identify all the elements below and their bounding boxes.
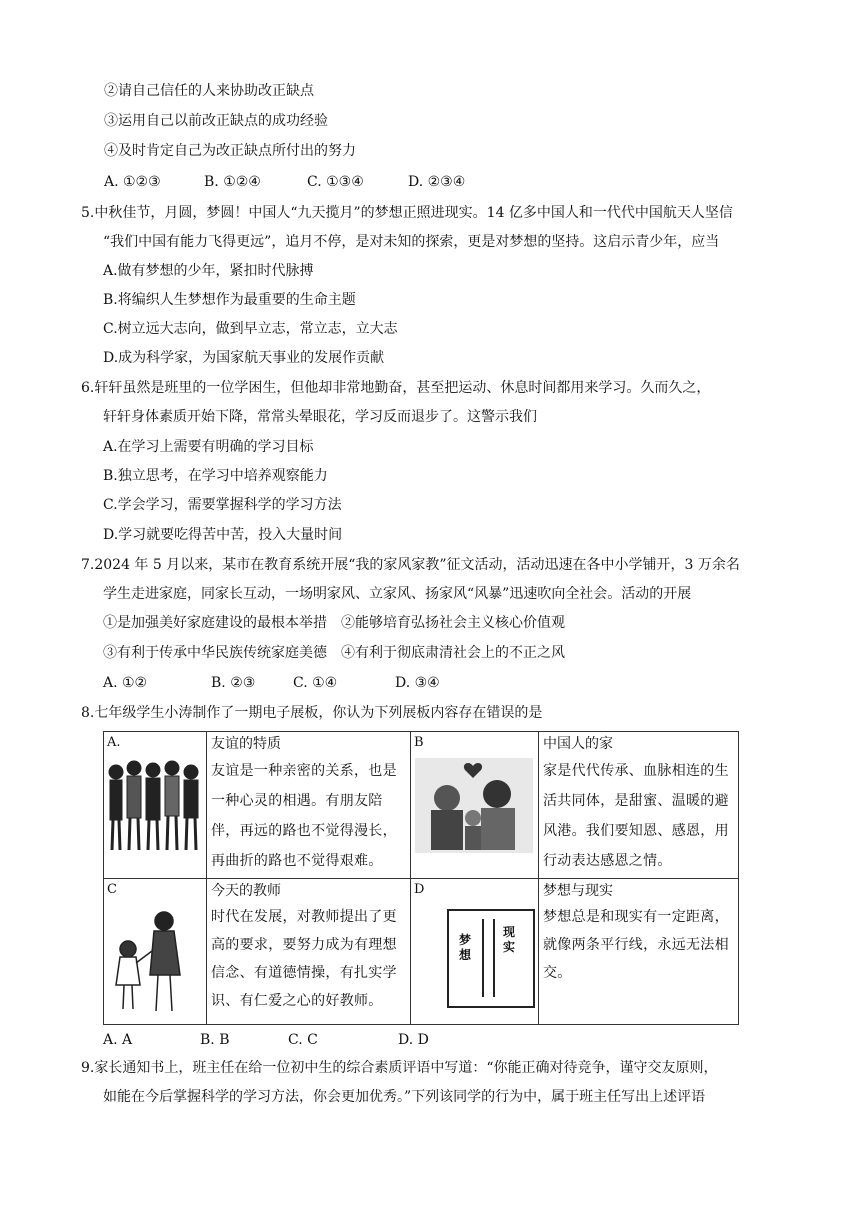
- q5-stem-line2: “我们中国有能力飞得更远”，追月不停，是对未知的探索，更是对梦想的坚持。这启示青少年，应当: [103, 234, 720, 250]
- cell-letter-b: B: [414, 735, 424, 750]
- q8-choice-b: B. B: [200, 1032, 230, 1048]
- cell-letter-a: A.: [107, 735, 121, 750]
- q5-option-a: A.做有梦想的少年，紧扣时代脉搏: [103, 263, 314, 279]
- parallel-lines-picture: [447, 909, 535, 1008]
- cell-c-title: 今天的教师: [211, 883, 281, 899]
- board-cell-d-image: [411, 879, 539, 1025]
- q9-stem-line1: 9.家长通知书上，班主任在给一位初中生的综合素质评语中写道：“你能正确对待竞争，谨守交友原则，: [81, 1060, 718, 1076]
- cell-letter-d: D: [414, 882, 425, 897]
- q7-choice-b: B. ②③: [211, 675, 256, 691]
- q4-choice-c: C. ①③④: [307, 174, 364, 190]
- q4-option-2: ②请自己信任的人来协助改正缺点: [104, 83, 314, 99]
- cell-b-body: 家是代代传承、血脉相连的生活共同体，是甜蜜、温暖的避风港。我们要知恩、感恩，用行动表达感恩之情。: [543, 763, 729, 869]
- q4-choice-d: D. ②③④: [408, 174, 466, 190]
- q8-choice-c: C. C: [288, 1032, 318, 1048]
- board-cell-d-text: [539, 879, 739, 1025]
- q4-choice-b: B. ①②④: [204, 174, 261, 190]
- q7-stem-line2: 学生走进家庭，同家长互动，一场明家风、立家风、扬家风“风暴”迅速吹向全社会。活动的开展: [103, 586, 692, 602]
- friends-group-picture: [106, 758, 204, 853]
- board-cell-c-text: [207, 879, 411, 1025]
- q6-stem-line2: 轩轩身体素质开始下降，常常头晕眼花，学习反而退步了。这警示我们: [103, 409, 537, 425]
- q6-option-d: D.学习就要吃得苦中苦，投入大量时间: [103, 527, 343, 543]
- teacher-student-picture: [106, 905, 202, 1017]
- q7-choices: [103, 673, 440, 693]
- picture-label-dream: 梦想: [459, 933, 472, 962]
- q7-choice-c: C. ①④: [293, 675, 338, 691]
- cell-c-body: 时代在发展，对教师提出了更高的要求，要努力成为有理想信念、有道德情操，有扎实学识、有仁爱之心的好教师。: [211, 909, 397, 1009]
- cell-a-body: 友谊是一种亲密的关系，也是一种心灵的相遇。有朋友陪伴，再远的路也不觉得漫长，再曲折的路也不觉得艰难。: [211, 763, 397, 869]
- q4-option-3: ③运用自己以前改正缺点的成功经验: [104, 113, 328, 129]
- q8-choice-a: A. A: [103, 1032, 133, 1048]
- q7-choice-a: A. ①②: [103, 675, 148, 691]
- board-cell-a-text: [207, 732, 411, 879]
- q8-choices: [103, 1030, 429, 1050]
- board-cell-c-image: [104, 879, 207, 1025]
- q5-option-d: D.成为科学家，为国家航天事业的发展作贡献: [103, 350, 385, 366]
- board-cell-b-image: [411, 732, 539, 879]
- q7-stem-line1: 7.2024 年 5 月以来，某市在教育系统开展“我的家风家教”征文活动，活动迅速在各中小学铺开，3 万余名: [81, 557, 740, 573]
- q5-stem-line1: 5.中秋佳节，月圆，梦圆！中国人“九天揽月”的梦想正照进现实。14 亿多中国人和一代代中国航天人坚信: [81, 205, 733, 221]
- q8-stem: 8.七年级学生小涛制作了一期电子展板，你认为下列展板内容存在错误的是: [81, 705, 543, 721]
- q4-option-4: ④及时肯定自己为改正缺点所付出的努力: [104, 143, 356, 159]
- cell-b-title: 中国人的家: [543, 736, 613, 752]
- cell-a-title: 友谊的特质: [211, 736, 281, 752]
- q5-option-b: B.将编织人生梦想作为最重要的生命主题: [103, 292, 356, 308]
- q9-stem-line2: 如能在今后掌握科学的学习方法，你会更加优秀。”下列该同学的行为中，属于班主任写出上述评语: [103, 1089, 706, 1105]
- q6-option-b: B.独立思考，在学习中培养观察能力: [103, 468, 328, 484]
- cell-d-title: 梦想与现实: [543, 883, 613, 899]
- q6-option-a: A.在学习上需要有明确的学习目标: [103, 439, 314, 455]
- cell-letter-c: C: [107, 882, 117, 897]
- picture-label-reality: 现实: [503, 925, 516, 954]
- q7-choice-d: D. ③④: [395, 675, 440, 691]
- board-cell-b-text: [539, 732, 739, 879]
- cell-d-body: 梦想总是和现实有一定距离，就像两条平行线，永远无法相交。: [543, 909, 729, 981]
- parallel-line-left: [482, 919, 484, 997]
- q7-statements-row1: ①是加强美好家庭建设的最根本举措 ②能够培育弘扬社会主义核心价值观: [103, 615, 565, 631]
- q6-option-c: C.学会学习，需要掌握科学的学习方法: [103, 497, 342, 513]
- display-board-table: [103, 731, 739, 1025]
- q5-option-c: C.树立远大志向，做到早立志，常立志，立大志: [103, 321, 398, 337]
- q4-choices: [104, 172, 465, 192]
- family-picture: [415, 758, 533, 853]
- parallel-line-right: [493, 919, 495, 997]
- board-cell-a-image: [104, 732, 207, 879]
- q7-statements-row2: ③有利于传承中华民族传统家庭美德 ④有利于彻底肃清社会上的不正之风: [103, 645, 565, 661]
- q6-stem-line1: 6.轩轩虽然是班里的一位学困生，但他却非常地勤奋，甚至把运动、休息时间都用来学习。久而久之，: [81, 380, 711, 396]
- q8-choice-d: D. D: [398, 1032, 429, 1048]
- q4-choice-a: A. ①②③: [104, 174, 161, 190]
